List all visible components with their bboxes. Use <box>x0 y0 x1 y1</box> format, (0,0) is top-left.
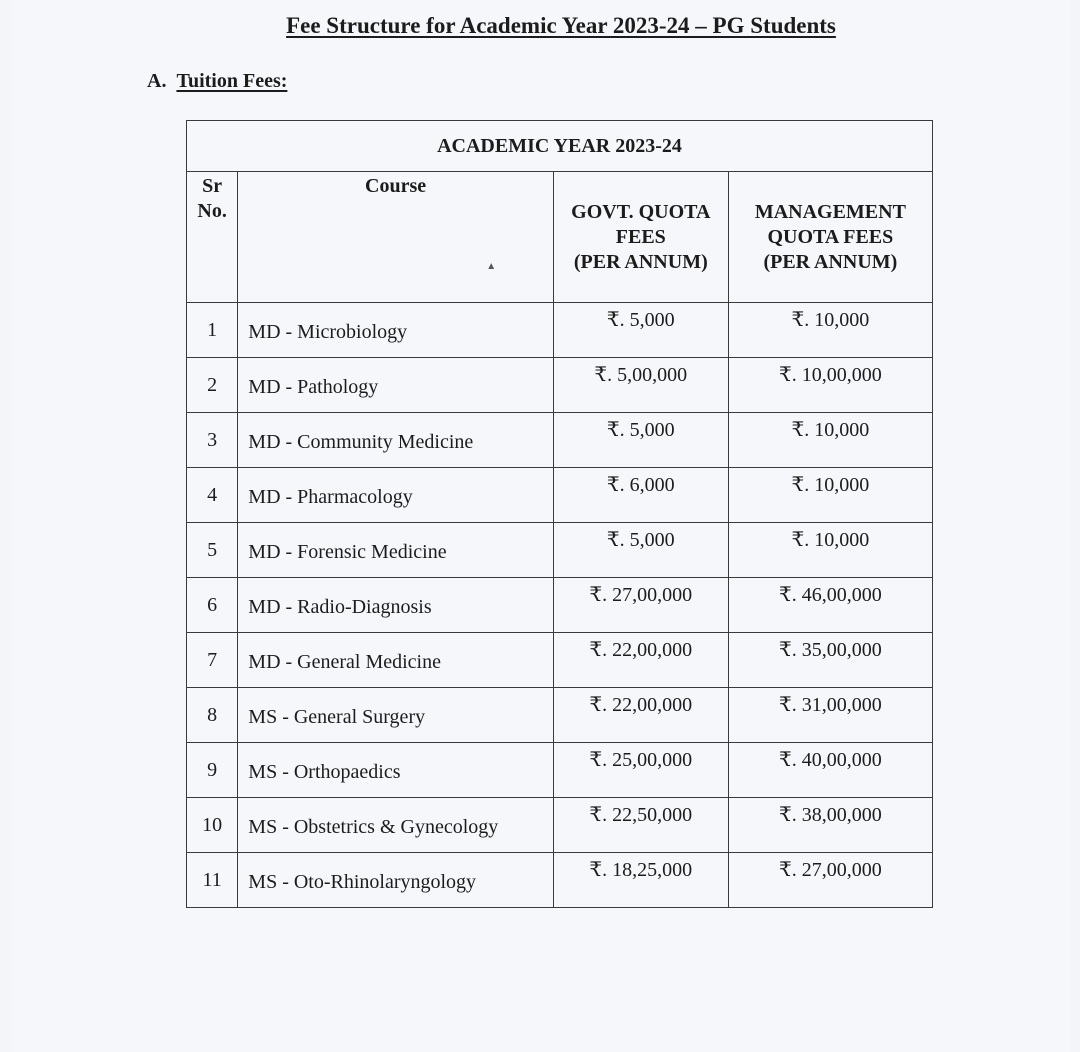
header-course-label: Course <box>365 175 427 197</box>
fee-table <box>186 120 933 908</box>
row-course: MD - Radio-Diagnosis <box>238 578 554 633</box>
row-sr-no: 8 <box>187 688 238 743</box>
row-govt-fee: ₹. 5,000 <box>553 413 728 468</box>
row-sr-no: 7 <box>187 633 238 688</box>
row-sr-no: 4 <box>187 468 238 523</box>
row-govt-fee: ₹. 6,000 <box>553 468 728 523</box>
header-govt-quota <box>553 172 728 303</box>
row-govt-fee: ₹. 5,000 <box>553 523 728 578</box>
header-management-quota <box>728 172 932 303</box>
header-govt-line2: FEES <box>615 225 666 248</box>
row-sr-no: 6 <box>187 578 238 633</box>
row-govt-fee: ₹. 22,00,000 <box>553 633 728 688</box>
row-management-fee: ₹. 10,000 <box>728 413 932 468</box>
row-govt-fee: ₹. 25,00,000 <box>553 743 728 798</box>
row-course: MD - Microbiology <box>238 303 554 358</box>
table-row <box>187 358 933 413</box>
row-course: MD - Pharmacology <box>238 468 554 523</box>
page-title-text: Fee Structure for Academic Year 2023-24 – PG Students <box>286 13 836 38</box>
header-govt-line3: (PER ANNUM) <box>573 250 708 273</box>
table-row <box>187 853 933 908</box>
row-govt-fee: ₹. 5,00,000 <box>553 358 728 413</box>
header-govt-line1: GOVT. QUOTA <box>571 200 711 223</box>
row-sr-no: 10 <box>187 798 238 853</box>
header-mgmt-line1: MANAGEMENT <box>754 200 906 223</box>
row-course: MD - Pathology <box>238 358 554 413</box>
table-row <box>187 303 933 358</box>
table-row <box>187 578 933 633</box>
row-management-fee: ₹. 46,00,000 <box>728 578 932 633</box>
header-sr-line2: No. <box>197 200 227 222</box>
row-course: MS - General Surgery <box>238 688 554 743</box>
table-header-row <box>187 172 933 303</box>
stray-mark: ▲ <box>486 261 497 272</box>
row-management-fee: ₹. 10,000 <box>728 523 932 578</box>
row-govt-fee: ₹. 22,50,000 <box>553 798 728 853</box>
row-course: MS - Oto-Rhinolaryngology <box>238 853 554 908</box>
row-sr-no: 1 <box>187 303 238 358</box>
table-row <box>187 798 933 853</box>
row-govt-fee: ₹. 22,00,000 <box>553 688 728 743</box>
table-row <box>187 688 933 743</box>
row-management-fee: ₹. 10,00,000 <box>728 358 932 413</box>
row-govt-fee: ₹. 5,000 <box>553 303 728 358</box>
row-course: MD - General Medicine <box>238 633 554 688</box>
row-management-fee: ₹. 27,00,000 <box>728 853 932 908</box>
table-caption-row <box>187 121 933 172</box>
row-sr-no: 9 <box>187 743 238 798</box>
row-management-fee: ₹. 10,000 <box>728 468 932 523</box>
row-management-fee: ₹. 10,000 <box>728 303 932 358</box>
header-sr-no <box>187 172 238 303</box>
row-management-fee: ₹. 40,00,000 <box>728 743 932 798</box>
table-row <box>187 523 933 578</box>
header-sr-line1: Sr <box>202 175 223 197</box>
section-marker: A. <box>147 70 167 92</box>
row-course: MS - Obstetrics & Gynecology <box>238 798 554 853</box>
row-management-fee: ₹. 38,00,000 <box>728 798 932 853</box>
table-row <box>187 413 933 468</box>
section-heading <box>147 70 287 93</box>
header-mgmt-line3: (PER ANNUM) <box>763 250 898 273</box>
header-mgmt-line2: QUOTA FEES <box>767 225 894 248</box>
row-course: MD - Forensic Medicine <box>238 523 554 578</box>
row-sr-no: 3 <box>187 413 238 468</box>
table-row <box>187 743 933 798</box>
row-govt-fee: ₹. 27,00,000 <box>553 578 728 633</box>
table-row <box>187 468 933 523</box>
row-govt-fee: ₹. 18,25,000 <box>553 853 728 908</box>
row-sr-no: 2 <box>187 358 238 413</box>
table-caption: ACADEMIC YEAR 2023-24 <box>187 121 933 172</box>
row-management-fee: ₹. 31,00,000 <box>728 688 932 743</box>
page-title <box>0 13 1080 39</box>
row-sr-no: 5 <box>187 523 238 578</box>
row-management-fee: ₹. 35,00,000 <box>728 633 932 688</box>
section-label: Tuition Fees: <box>176 70 288 92</box>
row-course: MD - Community Medicine <box>238 413 554 468</box>
table-row <box>187 633 933 688</box>
row-sr-no: 11 <box>187 853 238 908</box>
row-course: MS - Orthopaedics <box>238 743 554 798</box>
header-course <box>238 172 554 303</box>
